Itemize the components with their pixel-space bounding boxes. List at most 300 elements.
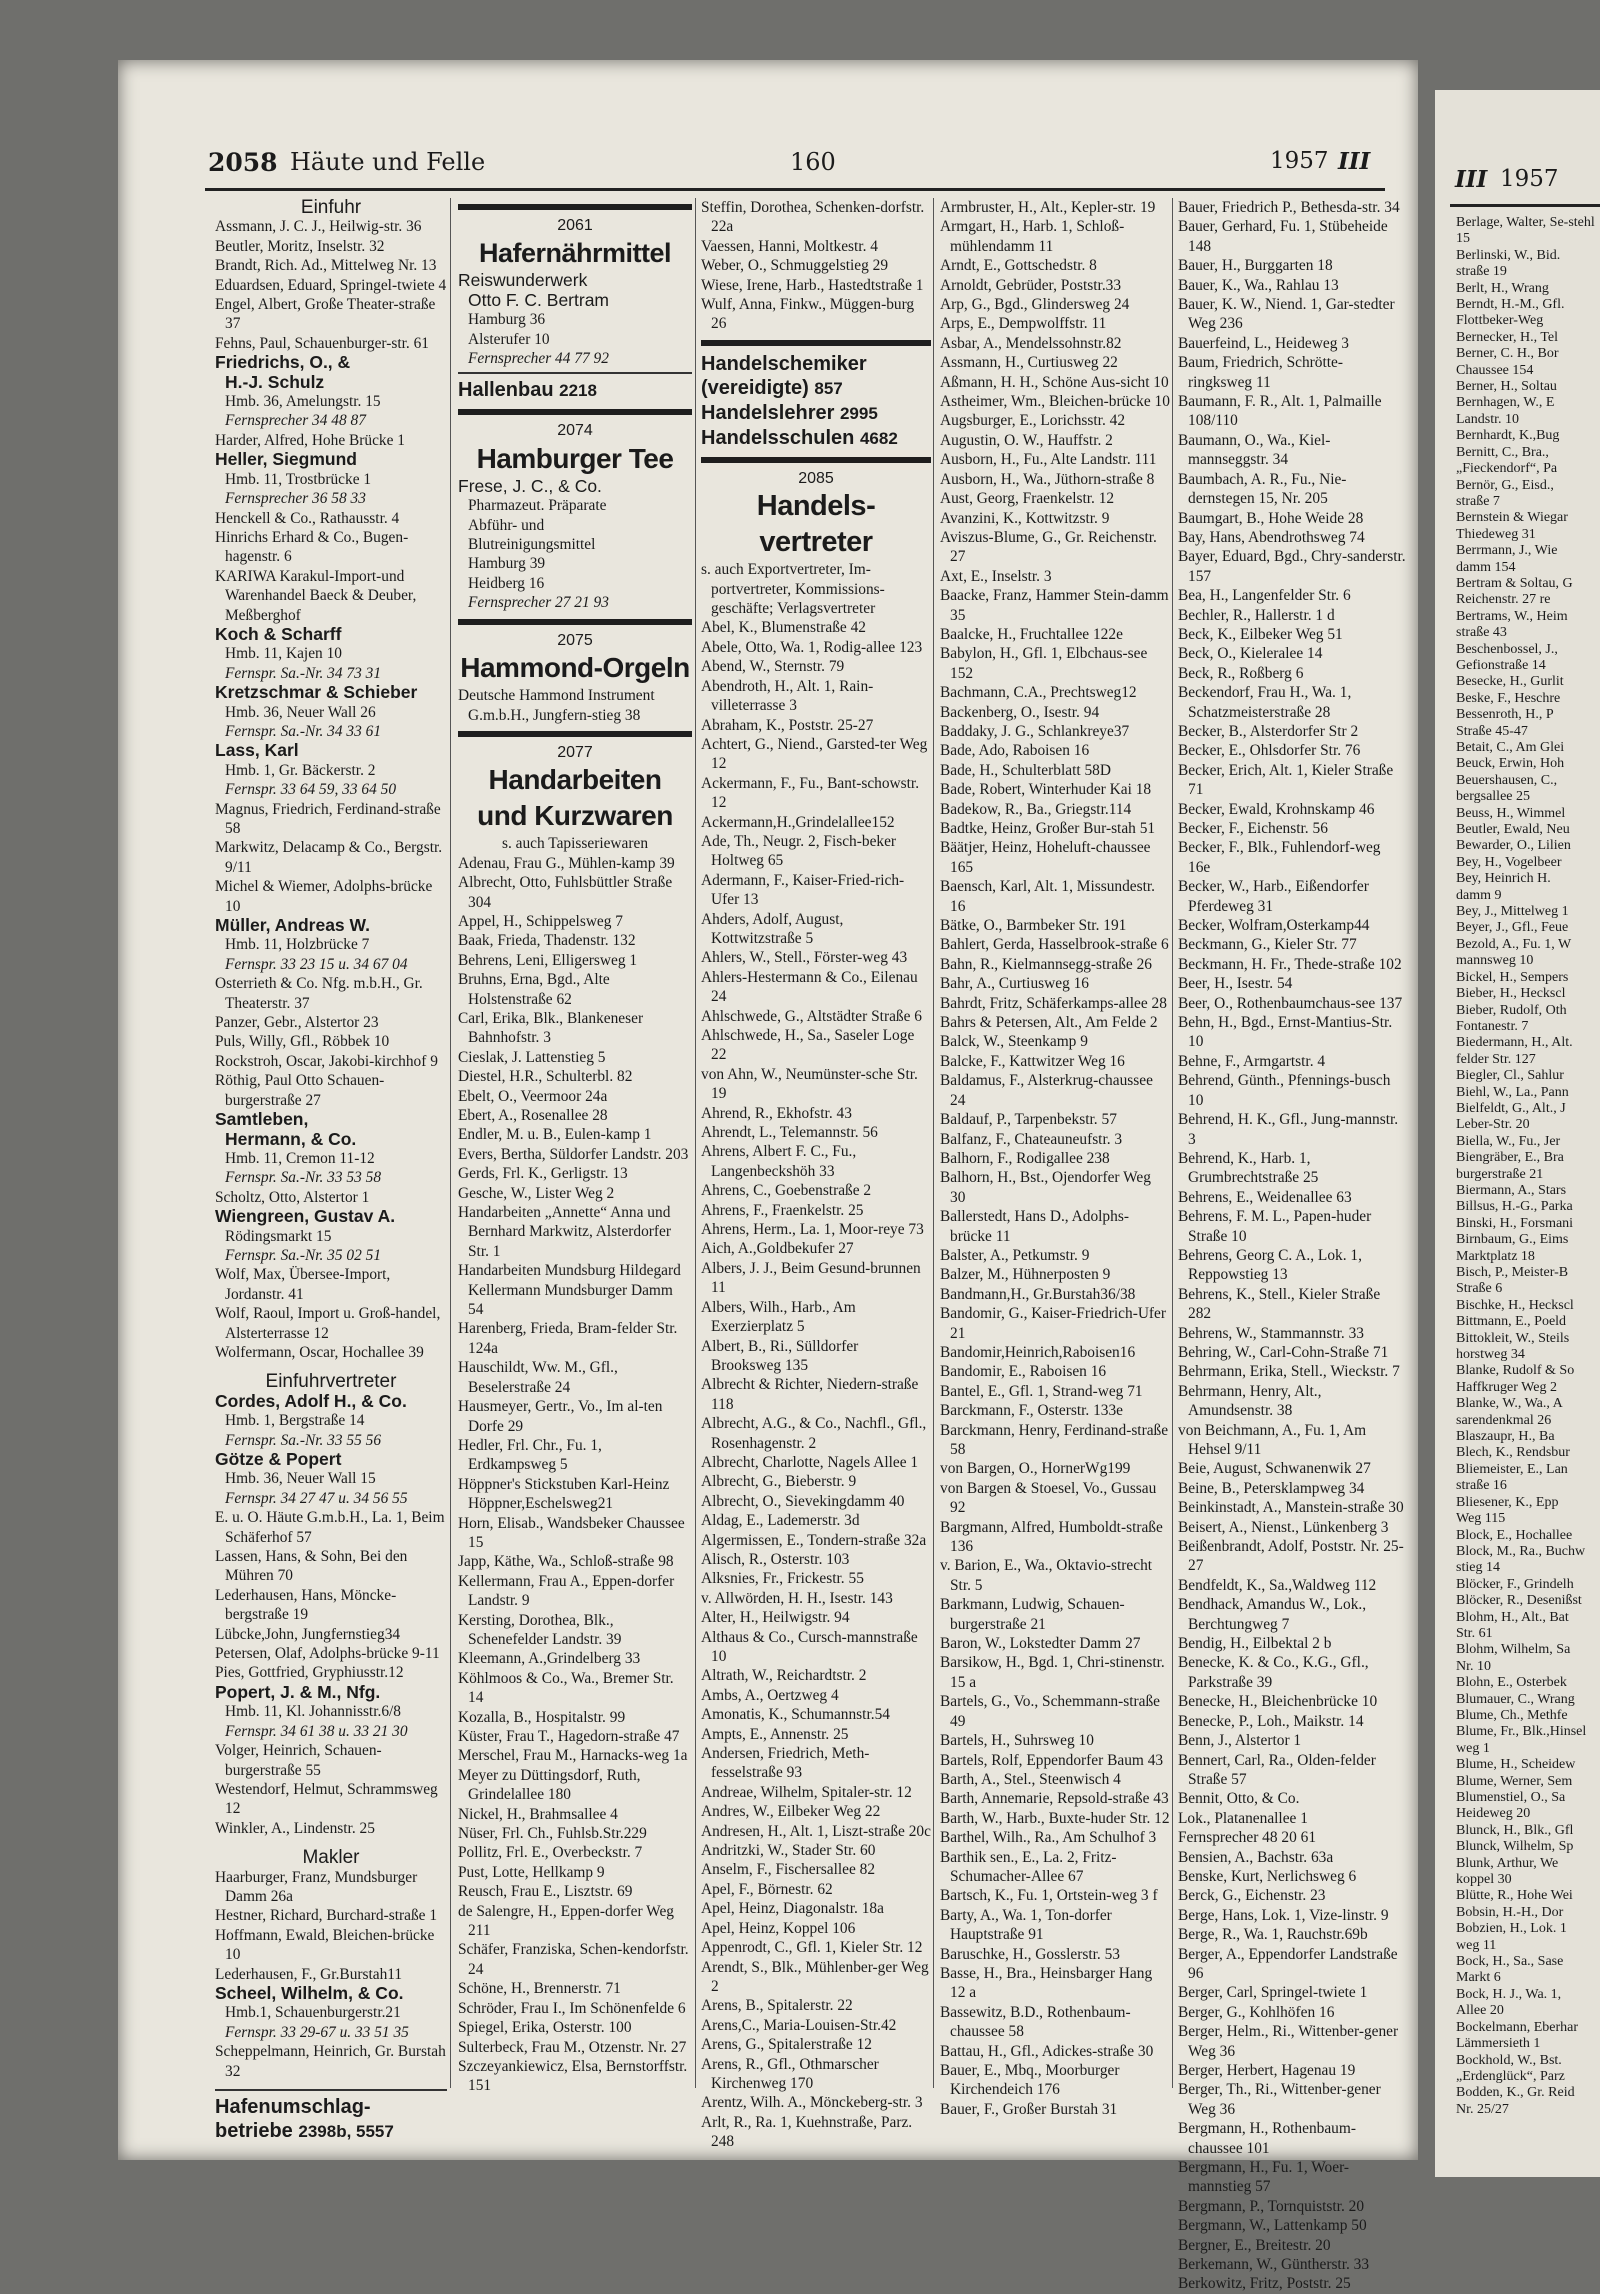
directory-entry: Westendorf, Helmut, Schrammsweg 12 (215, 1780, 438, 1818)
firm-phone: Fernsprecher 34 48 87 (225, 412, 366, 430)
directory-entry: Becker, Wolfram,Osterkamp44 (1178, 917, 1370, 935)
right-header-rule (1450, 204, 1600, 207)
directory-entry: Behrens, F. M. L., Papen-huder Straße 10 (1178, 1208, 1372, 1245)
directory-entry: Ahders, Adolf, August, Kottwitzstraße 5 (701, 910, 844, 947)
directory-entry: Bartsch, K., Fu. 1, Ortstein-weg 3 f (940, 1887, 1158, 1905)
directory-entry: Berck, G., Eichenstr. 23 (1178, 1887, 1326, 1905)
directory-entry: Benn, J., Alstertor 1 (1178, 1732, 1302, 1750)
firm-phone: Fernspr. 34 27 47 u. 34 56 55 (225, 1489, 408, 1507)
directory-entry: Aviszus-Blume, G., Gr. Reichenstr. 27 (940, 528, 1157, 566)
directory-entry: v. Allwörden, H. H., Isestr. 143 (701, 1589, 893, 1607)
directory-entry: Harenberg, Frieda, Bram-felder Str. 124a (458, 1320, 678, 1357)
directory-entry: Wolfermann, Oscar, Hochallee 39 (215, 1343, 424, 1361)
directory-entry: Albrecht, Otto, Fuhlsbüttler Straße 304 (458, 874, 673, 911)
category-heading: Hallenbau 2218 (458, 379, 597, 402)
directory-entry: Biella, W., Fu., Jer (1456, 1133, 1561, 1149)
directory-entry: Baalcke, H., Fruchtallee 122e (940, 625, 1123, 643)
directory-entry: Bechler, R., Hallerstr. 1 d (1178, 606, 1335, 624)
directory-entry: Blume, Werner, Sem (1456, 1773, 1573, 1789)
directory-entry: Baensch, Karl, Alt. 1, Missundestr. 16 (940, 878, 1156, 915)
directory-entry: Avanzini, K., Kottwitzstr. 9 (940, 509, 1110, 527)
directory-entry: Berlage, Walter, Se-stehl 15 (1456, 215, 1595, 247)
directory-entry: Barckmann, F., Osterstr. 133e (940, 1402, 1123, 1420)
directory-entry: Ahlschwede, H., Sa., Saseler Loge 22 (701, 1027, 915, 1064)
directory-entry: Bessenroth, H., P (1456, 707, 1554, 723)
directory-entry: sarendenkmal 26 (1456, 1412, 1552, 1428)
directory-entry: Berlinski, W., Bid. (1456, 247, 1561, 263)
see-also: s. auch Tapisseriewaren (501, 835, 649, 853)
directory-entry: Pust, Lotte, Hellkamp 9 (458, 1863, 605, 1881)
firm-name: Reiswunderwerk (458, 270, 588, 291)
directory-entry: Bendfeldt, K., Sa.,Waldweg 112 (1178, 1576, 1377, 1594)
directory-entry: Abführ- und (468, 516, 545, 534)
directory-entry: Bahr, A., Curtiusweg 16 (940, 975, 1090, 993)
directory-entry: Bayer, Eduard, Bgd., Chry-sanderstr. 157 (1178, 548, 1406, 585)
directory-entry: Bätke, O., Barmbeker Str. 191 (940, 917, 1127, 935)
directory-entry: Bewarder, O., Lilien (1456, 838, 1571, 854)
directory-entry: Assmann, J. C. J., Heilwig-str. 36 (215, 218, 422, 236)
firm-address: Hmb. 1, Bergstraße 14 (225, 1412, 365, 1430)
directory-entry: Bahrdt, Fritz, Schäferkamps-allee 28 (940, 994, 1167, 1012)
directory-entry: Blumauer, C., Wrang (1456, 1691, 1575, 1707)
directory-entry: Diestel, H.R., Schulterbl. 82 (458, 1068, 633, 1086)
directory-entry: Baacke, Franz, Hammer Stein-damm 35 (940, 587, 1169, 624)
directory-entry: Bandomir, G., Kaiser-Friedrich-Ufer 21 (940, 1305, 1167, 1342)
directory-entry: Magnus, Friedrich, Ferdinand-straße 58 (215, 800, 441, 837)
directory-entry: Barth, W., Harb., Buxte-huder Str. 12 (940, 1809, 1170, 1827)
directory-entry: Albers, J. J., Beim Gesund-brunnen 11 (701, 1259, 921, 1297)
directory-entry: Bartels, H., Suhrsweg 10 (940, 1732, 1094, 1750)
directory-entry: Bade, Robert, Winterhuder Kai 18 (940, 781, 1152, 799)
directory-entry: bergsallee 25 (1456, 789, 1530, 805)
directory-entry: von Beichmann, A., Fu. 1, Am Hehsel 9/11 (1178, 1421, 1367, 1458)
directory-entry: Benecke, P., Loh., Maikstr. 14 (1178, 1712, 1364, 1730)
directory-entry: Beer, H., Isestr. 54 (1178, 975, 1293, 993)
directory-entry: Beyer, J., Gfl., Feue (1456, 920, 1569, 936)
directory-entry: Andresen, H., Alt. 1, Liszt-straße 20c (701, 1822, 931, 1840)
directory-entry: Blöcker, R., Desenißst (1456, 1593, 1582, 1609)
firm-address: Hmb.1, Schauenburgerstr.21 (225, 2004, 401, 2022)
directory-entry: Schröder, Frau I., Im Schönenfelde 6 (458, 1999, 686, 2017)
directory-entry: Beckendorf, Frau H., Wa. 1, Schatzmeisterstraße 28 (1178, 684, 1352, 721)
category-heading: betriebe 2398b, 5557 (215, 2120, 394, 2142)
directory-entry: Barckmann, Henry, Ferdinand-straße 58 (940, 1421, 1169, 1458)
directory-entry: Badtke, Heinz, Großer Bur-stah 51 (940, 820, 1156, 837)
firm-address: Hamburg 36 (468, 311, 546, 329)
directory-entry: Hestner, Richard, Burchard-straße 1 (215, 1907, 438, 1925)
directory-entry: Scheppelmann, Heinrich, Gr. Burstah 32 (215, 2043, 446, 2080)
directory-entry: Berger, Helm., Ri., Wittenber-gener Weg 36 (1178, 2023, 1399, 2060)
directory-entry: Apel, F., Börnestr. 62 (701, 1880, 833, 1898)
directory-entry: straße 43 (1456, 625, 1507, 641)
directory-entry: Lok., Platanenallee 1 (1178, 1809, 1308, 1827)
divider (701, 457, 931, 463)
directory-entry: Benecke, K. & Co., K.G., Gfl., Parkstraße 39 (1178, 1654, 1369, 1691)
firm-name: Popert, J. & M., Nfg. (215, 1681, 381, 1702)
category-heading: Handelsschulen 4682 (701, 426, 898, 449)
firm-phone: Fernspr. 34 61 38 u. 33 21 30 (225, 1722, 408, 1740)
directory-entry: Balhorn, F., Rodigallee 238 (940, 1149, 1110, 1167)
directory-entry: Alisch, R., Osterstr. 103 (701, 1550, 850, 1568)
directory-entry: Höppner's Stickstuben Karl-Heinz Höppner,Eschelsweg21 (458, 1475, 670, 1513)
directory-entry: Behrmann, Erika, Stell., Wieckstr. 7 (1178, 1363, 1400, 1381)
directory-entry: Bittmann, E., Poeld (1456, 1314, 1567, 1330)
column-3 (701, 198, 931, 2151)
directory-entry: weg 11 (1456, 1937, 1497, 1953)
directory-entry: Backenberg, O., Isestr. 94 (940, 703, 1100, 721)
directory-entry: Abend, W., Sternstr. 79 (701, 658, 845, 676)
directory-entry: Biengräber, E., Bra (1456, 1150, 1564, 1166)
firm-address: Hmb. 11, Cremon 11-12 (225, 1149, 375, 1167)
column-2 (458, 198, 692, 2095)
directory-entry: Benske, Kurt, Nerlichsweg 6 (1178, 1867, 1357, 1885)
directory-entry: Nüser, Frl. Ch., Fuhlsb.Str.229 (458, 1825, 647, 1843)
directory-entry: Bauer, K. W., Niend. 1, Gar-stedter Weg 236 (1178, 296, 1395, 333)
directory-entry: Balfanz, F., Chateauneufstr. 3 (940, 1130, 1123, 1148)
directory-entry: Bendhack, Amandus W., Lok., Berchtungweg 7 (1178, 1596, 1367, 1633)
directory-entry: Henckell & Co., Rathausstr. 4 (215, 509, 400, 527)
directory-entry: Barthik sen., E., La. 2, Fritz-Schumacher-Allee 67 (940, 1848, 1117, 1885)
category-heading: Hafenumschlag- (215, 2096, 371, 2118)
directory-entry: Pollitz, Frl. E., Overbeckstr. 7 (458, 1844, 643, 1862)
directory-entry: Albrecht, Charlotte, Nagels Allee 1 (701, 1453, 919, 1471)
directory-entry: Behrens, W., Stammannstr. 33 (1178, 1324, 1364, 1342)
directory-entry: Reichenstr. 27 re (1456, 592, 1551, 608)
category-heading: vertreter (759, 526, 873, 559)
directory-entry: Ausborn, H., Fu., Alte Landstr. 111 (940, 451, 1157, 469)
directory-entry: Berge, R., Wa. 1, Rauchstr.69b (1178, 1926, 1368, 1944)
directory-entry: Markwitz, Delacamp & Co., Bergstr. 9/11 (215, 839, 443, 876)
directory-entry: Blohm, Wilhelm, Sa (1456, 1642, 1571, 1658)
directory-entry: Beck, R., Roßberg 6 (1178, 664, 1304, 682)
directory-entry: Thiedeweg 31 (1456, 526, 1536, 542)
firm-address: Hmb. 11, Holzbrücke 7 (225, 936, 370, 954)
directory-entry: Albers, Wilh., Harb., Am Exerzierplatz 5 (701, 1298, 856, 1336)
firm-name: Koch & Scharff (215, 623, 342, 644)
directory-entry: Appel, H., Schippelsweg 7 (458, 912, 623, 930)
section-number: 2061 (557, 217, 593, 234)
directory-entry: Weg 115 (1456, 1511, 1506, 1527)
directory-entry: Bensien, A., Bachstr. 63a (1178, 1848, 1334, 1866)
directory-entry: Blohm, H., Alt., Bat (1456, 1609, 1569, 1625)
directory-entry: Harder, Alfred, Hohe Brücke 1 (215, 431, 405, 449)
directory-entry: Wulf, Anna, Finkw., Müggen-burg 26 (701, 296, 915, 333)
directory-entry: Benecke, H., Bleichenbrücke 10 (1178, 1693, 1378, 1711)
directory-entry: Ackermann, F., Fu., Bant-schowstr. 12 (701, 774, 920, 812)
directory-entry: Andersen, Friedrich, Meth-fesselstraße 93 (701, 1745, 870, 1782)
directory-entry: Blume, Fr., Blk.,Hinsel (1456, 1724, 1587, 1740)
firm-name: Samtleben, (215, 1109, 309, 1130)
directory-entry: Biehl, W., La., Pann (1456, 1084, 1569, 1100)
directory-entry: Bittokleit, W., Steils (1456, 1330, 1570, 1346)
directory-entry: Bieber, Rudolf, Oth (1456, 1002, 1567, 1018)
directory-entry: Balzer, M., Hühnerposten 9 (940, 1266, 1111, 1284)
directory-entry: Assmann, H., Curtiusweg 22 (940, 354, 1118, 372)
directory-entry: Becker, W., Harb., Eißendorfer Pferdeweg 31 (1178, 878, 1369, 915)
firm-phone: Fernspr. 33 23 15 u. 34 67 04 (225, 955, 408, 973)
directory-entry: Bernitt, C., Bra., (1456, 444, 1549, 460)
directory-entry: Barth, Annemarie, Repsold-straße 43 (940, 1790, 1169, 1808)
directory-entry: Ahlers, W., Stell., Förster-weg 43 (701, 949, 908, 967)
directory-entry: Petersen, Olaf, Adolphs-brücke 9-11 (215, 1645, 440, 1663)
firm-phone: Fernspr. 33 64 59, 33 64 50 (225, 781, 397, 799)
section-heading-einfuhrvertreter: Einfuhrvertreter (265, 1371, 397, 1393)
directory-entry: Armgart, H., Harb. 1, Schloß-mühlendamm 11 (940, 218, 1125, 255)
directory-entry: Becker, Erich, Alt. 1, Kieler Straße 71 (1178, 761, 1394, 799)
directory-entry: Straße 6 (1456, 1281, 1503, 1297)
directory-entry: felder Str. 127 (1456, 1051, 1536, 1067)
directory-entry: Ebert, A., Rosenallee 28 (458, 1107, 608, 1124)
directory-entry: straße 7 (1456, 493, 1500, 509)
directory-entry: Blaszaupr, H., Ba (1456, 1429, 1555, 1445)
directory-entry: Berndt, H.-M., Gfl. (1456, 297, 1565, 313)
directory-entry: Balcke, F., Kattwitzer Weg 16 (940, 1052, 1125, 1070)
directory-entry: Blütte, R., Hohe Wei (1456, 1888, 1573, 1904)
directory-entry: Bielfeldt, G., Alt., J (1456, 1100, 1566, 1116)
page-title: Häute und Felle (290, 148, 486, 176)
directory-entry: Anselm, F., Fischersallee 82 (701, 1861, 876, 1879)
directory-entry: Gerds, Frl. K., Gerligstr. 13 (458, 1165, 628, 1183)
directory-entry: Fernsprecher 48 20 61 (1178, 1829, 1317, 1847)
directory-entry: stieg 14 (1456, 1560, 1500, 1576)
directory-entry: Ampts, E., Annenstr. 25 (701, 1725, 849, 1743)
directory-entry: Beutler, Ewald, Neu (1456, 822, 1570, 838)
directory-entry: Bauer, Friedrich P., Bethesda-str. 34 (1178, 199, 1400, 216)
firm-phone: Fernspr. Sa.-Nr. 34 33 61 (225, 722, 382, 740)
directory-entry: Baum, Friedrich, Schrötte-ringksweg 11 (1178, 354, 1343, 391)
directory-entry: horstweg 34 (1456, 1347, 1525, 1363)
directory-entry: Horn, Elisab., Wandsbeker Chaussee 15 (458, 1514, 685, 1551)
directory-entry: Aßmann, H. H., Schöne Aus-sicht 10 (940, 373, 1169, 391)
directory-entry: Ebelt, O., Veermoor 24a (458, 1087, 608, 1105)
firm-address: Hmb. 36, Neuer Wall 15 (225, 1470, 376, 1488)
directory-entry: Arendt, S., Blk., Mühlenber-ger Weg 2 (701, 1958, 929, 1995)
directory-entry: Besecke, H., Gurlit (1456, 674, 1564, 690)
header-rule (205, 188, 1385, 191)
directory-entry: Adermann, F., Kaiser-Fried-rich-Ufer 13 (701, 871, 905, 909)
directory-entry: Ambs, A., Oertzweg 4 (701, 1686, 839, 1704)
directory-entry: Bandmann,H., Gr.Burstah36/38 (940, 1285, 1136, 1303)
directory-entry: Lederhausen, F., Gr.Burstah11 (215, 1965, 403, 1983)
directory-entry: Bauer, Gerhard, Fu. 1, Stübeheide 148 (1178, 218, 1388, 255)
directory-entry: Becker, F., Eichenstr. 56 (1178, 820, 1328, 837)
firm-phone: Fernsprecher 27 21 93 (468, 594, 609, 612)
directory-entry: Blech, K., Rendsbur (1456, 1445, 1570, 1461)
directory-entry: Behrend, H. K., Gfl., Jung-mannstr. 3 (1178, 1111, 1399, 1148)
directory-entry: Behrens, K., Stell., Kieler Straße 282 (1178, 1285, 1381, 1323)
directory-entry: Astheimer, Wm., Bleichen-brücke 10 (940, 393, 1170, 411)
directory-entry: Bisch, P., Meister-B (1456, 1265, 1569, 1280)
directory-entry: Bergmann, W., Lattenkamp 50 (1178, 2217, 1367, 2235)
firm-name: Frese, J. C., & Co. (458, 475, 602, 496)
directory-entry: Apel, Heinz, Diagonalstr. 18a (701, 1900, 884, 1918)
firm-name: Cordes, Adolf H., & Co. (215, 1390, 407, 1411)
directory-entry: Arndt, E., Gottschedstr. 8 (940, 257, 1097, 275)
directory-entry: Albrecht, A.G., & Co., Nachfl., Gfl., Rosenhagenstr. 2 (701, 1415, 927, 1452)
directory-entry: Bey, H., Vogelbeer (1456, 854, 1562, 870)
directory-entry: Baumann, O., Wa., Kiel-mannseggstr. 34 (1178, 431, 1331, 469)
directory-entry: Adenau, Frau G., Mühlen-kamp 39 (458, 854, 675, 872)
directory-entry: Beißenbrandt, Adolf, Poststr. Nr. 25-27 (1178, 1538, 1404, 1575)
divider (701, 340, 931, 346)
directory-entry: Ahrens, C., Goebenstraße 2 (701, 1182, 872, 1200)
section-heading-einfuhr: Einfuhr (300, 197, 362, 218)
directory-entry: Badekow, R., Ba., Griegstr.114 (940, 800, 1132, 818)
directory-entry: Bennit, Otto, & Co. (1178, 1790, 1300, 1808)
directory-entry: Achtert, G., Niend., Garsted-ter Weg 12 (701, 735, 928, 773)
directory-entry: Ahrens, Herm., La. 1, Moor-reye 73 (701, 1221, 924, 1239)
directory-entry: Str. 61 (1456, 1625, 1493, 1641)
directory-entry: Bassewitz, B.D., Rothenbaum-chaussee 58 (940, 2003, 1131, 2041)
directory-entry: Röthig, Paul Otto Schauen-burgerstraße 27 (215, 1072, 385, 1109)
directory-entry: Battau, H., Gfl., Adickes-straße 30 (940, 2042, 1154, 2060)
firm-name: Hermann, & Co. (225, 1128, 357, 1149)
directory-entry: damm 9 (1456, 887, 1502, 903)
directory-entry: Bey, Heinrich H. (1456, 871, 1551, 887)
directory-entry: Beske, F., Heschre (1456, 690, 1561, 706)
directory-entry: Bobsin, H.-H., Dor (1456, 1904, 1564, 1920)
directory-entry: Szczeyankiewicz, Elsa, Bernstorffstr. 151 (458, 2057, 688, 2095)
directory-entry: Volger, Heinrich, Schauen-burgerstraße 55 (215, 1742, 382, 1779)
category-heading: (vereidigte) 857 (701, 376, 843, 399)
directory-entry: Beie, August, Schwanenwik 27 (1178, 1460, 1371, 1478)
directory-entry: Abel, K., Blumenstraße 42 (701, 619, 866, 637)
firm-name: Heller, Siegmund (215, 449, 357, 470)
directory-entry: Bay, Hans, Abendrothsweg 74 (1178, 528, 1365, 546)
directory-entry: Binski, H., Forsmani (1456, 1215, 1574, 1231)
directory-entry: Bantel, E., Gfl. 1, Strand-weg 71 (940, 1382, 1143, 1400)
divider (458, 204, 692, 210)
directory-entry: Berger, A., Eppendorfer Landstraße 96 (1178, 1945, 1398, 1982)
directory-entry: Bock, H., Sa., Sase (1456, 1954, 1564, 1970)
directory-entry: Allee 20 (1456, 2003, 1504, 2019)
firm-address: Alsterufer 10 (468, 330, 550, 348)
directory-entry: Cieslak, J. Lattenstieg 5 (458, 1048, 606, 1066)
directory-entry: Hinrichs Erhard & Co., Bugen-hagenstr. 6 (215, 528, 409, 566)
directory-entry: Barty, A., Wa. 1, Ton-dorfer Hauptstraße 91 (940, 1906, 1112, 1944)
directory-entry: Beckmann, G., Kieler Str. 77 (1178, 936, 1357, 954)
directory-entry: Becker, B., Alsterdorfer Str 2 (1178, 722, 1359, 740)
directory-entry: Bernhagen, W., E (1456, 395, 1555, 411)
category-heading: Handels- (756, 490, 876, 523)
directory-entry: Beckmann, H. Fr., Thede-straße 102 (1178, 955, 1402, 973)
directory-entry: Berger, Carl, Springel-twiete 1 (1178, 1984, 1368, 2002)
directory-entry: Hausmeyer, Gertr., Vo., Im al-ten Dorfe 29 (458, 1398, 663, 1435)
directory-entry: Ahlers-Hestermann & Co., Eilenau 24 (701, 968, 918, 1006)
directory-entry: Baruschke, H., Gosslerstr. 53 (940, 1945, 1120, 1963)
directory-entry: Steffin, Dorothea, Schenken-dorfstr. 22a (701, 199, 925, 236)
directory-entry: Albrecht, G., Bieberstr. 9 (701, 1473, 857, 1491)
firm-address: Hmb. 11, Kajen 10 (225, 645, 342, 663)
directory-entry: Engel, Albert, Große Theater-straße 37 (215, 296, 436, 333)
directory-entry: Rockstroh, Oscar, Jakobi-kirchhof 9 (215, 1052, 438, 1070)
directory-entry: Ahrens, Albert F. C., Fu., Langenbeckshöh 33 (701, 1143, 857, 1180)
directory-entry: Behrend, K., Harb. 1, Grumbrechtstraße 25 (1178, 1149, 1319, 1187)
directory-entry: Barkmann, Ludwig, Schauen-burgerstraße 21 (940, 1596, 1125, 1633)
directory-entry: Beisert, A., Nienst., Lünkenberg 3 (1178, 1518, 1389, 1536)
directory-entry: Handarbeiten Mundsburg Hildegard Kellermann Mundsburger Damm 54 (458, 1262, 681, 1319)
directory-entry: Algermissen, E., Tondern-straße 32a (701, 1531, 927, 1549)
directory-entry: Markt 6 (1456, 1970, 1501, 1986)
directory-entry: Reusch, Frau E., Lisztstr. 69 (458, 1883, 633, 1901)
directory-entry: Blanke, W., Wa., A (1456, 1396, 1563, 1412)
directory-entry: Bea, H., Langenfelder Str. 6 (1178, 587, 1351, 605)
directory-entry: Becker, E., Ohlsdorfer Str. 76 (1178, 742, 1361, 760)
directory-entry: Andreae, Wilhelm, Spitaler-str. 12 (701, 1783, 912, 1801)
directory-entry: Bruhns, Erna, Bgd., Alte Holstenstraße 62 (458, 971, 610, 1008)
directory-entry: de Salengre, H., Eppen-dorfer Weg 211 (458, 1902, 675, 1940)
directory-entry: Blume, H., Scheidew (1456, 1757, 1576, 1773)
column-divider (695, 198, 696, 2088)
directory-entry: Bertram & Soltau, G (1456, 575, 1573, 591)
directory-entry: Behrens, Georg C. A., Lok. 1, Reppowstieg 13 (1178, 1246, 1362, 1284)
directory-entry: Berlt, H., Wrang (1456, 280, 1549, 296)
category-heading: Hammond-Orgeln (460, 652, 690, 684)
directory-entry: Puls, Willy, Gfl., Röbbek 10 (215, 1033, 390, 1051)
directory-entry: Blutreinigungsmittel (468, 536, 596, 554)
directory-entry: Berner, H., Soltau (1456, 379, 1557, 395)
directory-entry: Behrens, E., Weidenallee 63 (1178, 1188, 1352, 1206)
directory-entry: Haffkruger Weg 2 (1456, 1379, 1557, 1395)
firm-phone: Fernsprecher 36 58 33 (225, 490, 366, 508)
category-heading: Hafernährmittel (478, 238, 672, 269)
directory-entry: Blohn, E., Osterbek (1456, 1675, 1567, 1691)
directory-entry: Bezold, A., Fu. 1, W (1456, 936, 1572, 952)
directory-entry: Augsburger, E., Lorichsstr. 42 (940, 412, 1126, 430)
directory-entry: Behne, F., Armgartstr. 4 (1178, 1052, 1326, 1070)
directory-entry: Berrmann, J., Wie (1456, 543, 1558, 559)
directory-entry: Gefionstraße 14 (1456, 657, 1546, 673)
directory-entry: Carl, Erika, Blk., Blankeneser Bahnhofstr. 3 (458, 1009, 644, 1047)
firm-name: Götze & Popert (215, 1449, 342, 1469)
section-number: 2077 (557, 743, 593, 761)
directory-entry: Bliemeister, E., Lan (1456, 1461, 1568, 1477)
directory-entry: Gesche, W., Lister Weg 2 (458, 1184, 615, 1202)
directory-entry: Amonatis, K., Schumannstr.54 (701, 1706, 890, 1724)
page-center-number: 160 (790, 148, 836, 176)
directory-entry: Beck, O., Kieleralee 14 (1178, 645, 1323, 663)
directory-entry: Ahrendt, L., Telemannstr. 56 (701, 1124, 878, 1142)
column-1 (215, 197, 447, 2142)
directory-entry: damm 154 (1456, 559, 1516, 575)
directory-entry: Japp, Käthe, Wa., Schloß-straße 98 (458, 1553, 674, 1571)
directory-entry: Michel & Wiemer, Adolphs-brücke 10 (215, 878, 433, 915)
directory-entry: mannsweg 10 (1456, 953, 1534, 969)
directory-entry: Landstr. 10 (1456, 411, 1519, 427)
directory-entry: Eduardsen, Eduard, Springel-twiete 4 (215, 276, 447, 294)
directory-entry: Ballerstedt, Hans D., Adolphs-brücke 11 (940, 1208, 1129, 1245)
right-page-year: 1957 (1500, 166, 1559, 192)
firm-name: H.-J. Schulz (225, 371, 325, 392)
directory-entry: Bliesener, K., Epp (1456, 1494, 1559, 1510)
directory-entry: Nr. 10 (1456, 1658, 1491, 1674)
directory-entry: Altrath, W., Reichardtstr. 2 (701, 1667, 867, 1685)
directory-entry: Block, M., Ra., Buchw (1456, 1543, 1586, 1559)
directory-entry: Blunk, Arthur, We (1456, 1855, 1559, 1871)
directory-entry: Biermann, A., Stars (1456, 1182, 1567, 1198)
directory-entry: KARIWA Karakul-Import-und Warenhandel Baeck & Deuber, Meßberghof (215, 567, 417, 624)
directory-entry: burgerstraße 21 (1456, 1166, 1544, 1182)
directory-entry: Andritzki, W., Stader Str. 60 (701, 1842, 876, 1860)
directory-entry: Bergmann, P., Tornquiststr. 20 (1178, 2197, 1365, 2215)
directory-entry: Bernecker, H., Tel (1456, 329, 1558, 345)
firm-phone: Fernspr. Sa.-Nr. 33 55 56 (225, 1431, 382, 1449)
firm-phone: Fernspr. Sa.-Nr. 33 53 58 (225, 1169, 382, 1187)
directory-entry: Bockhold, W., Bst. (1456, 2052, 1562, 2068)
directory-entry: Bachmann, C.A., Prechtsweg12 (940, 684, 1137, 702)
directory-entry: Arens, G., Spitalerstraße 12 (701, 2036, 872, 2054)
directory-entry: Weber, O., Schmuggelstieg 29 (701, 257, 889, 275)
